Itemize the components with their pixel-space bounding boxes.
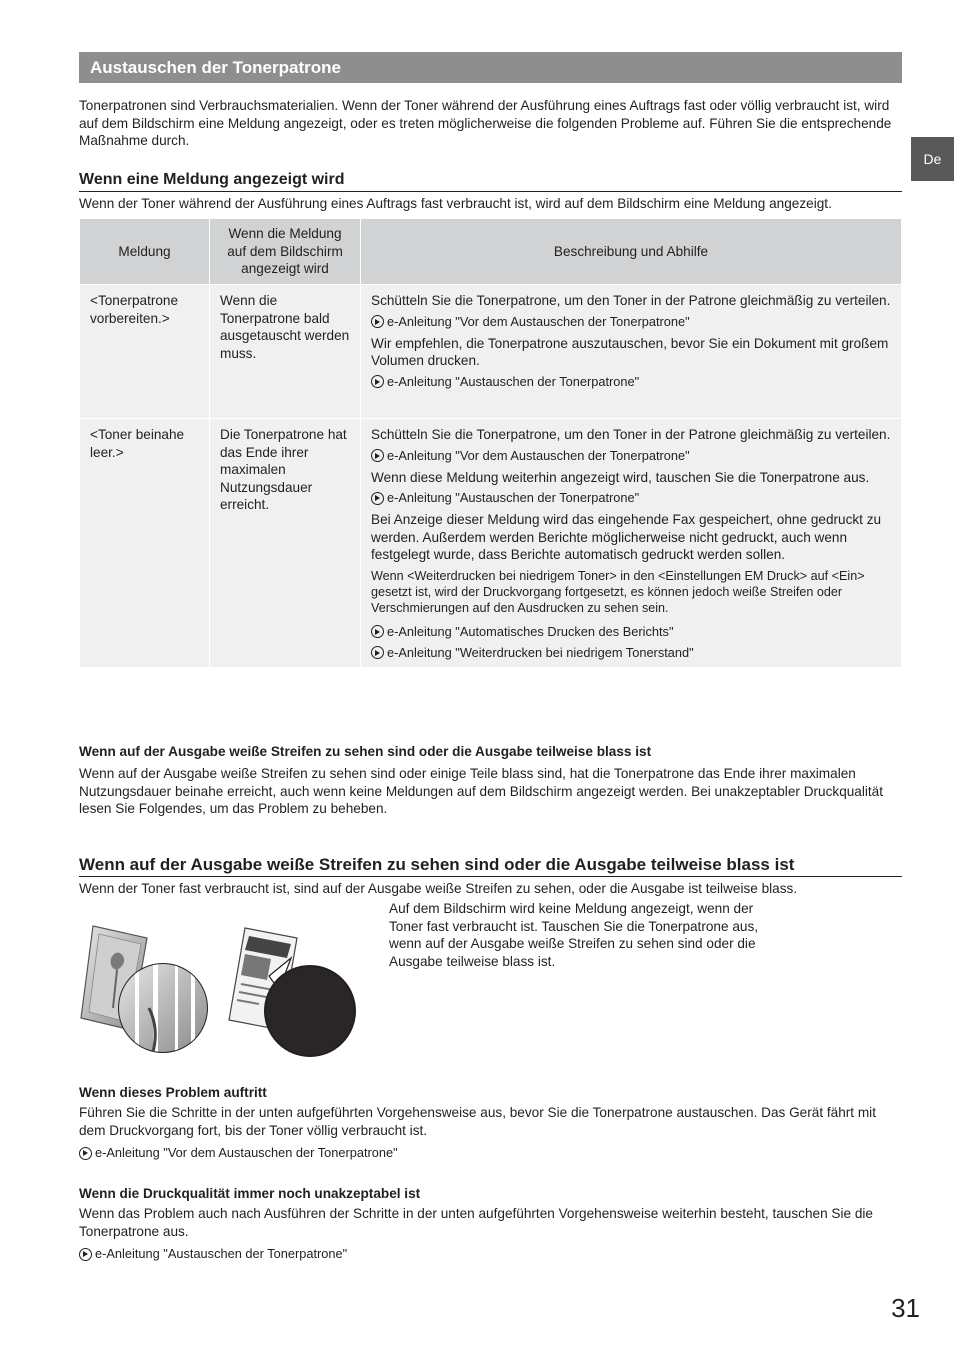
column-header-message: Meldung — [80, 219, 210, 285]
section-banner: Austauschen der Tonerpatrone — [79, 52, 902, 83]
faded-print-illustration — [79, 918, 369, 1058]
cell-description — [361, 285, 902, 419]
description-text: Wenn diese Meldung weiterhin angezeigt wird, tauschen Sie die Tonerpatrone aus. — [371, 469, 870, 485]
table-row — [80, 285, 902, 419]
cell-description — [361, 419, 902, 668]
section-heading-streaks: Wenn auf der Ausgabe weiße Streifen zu sehen sind oder die Ausgabe teilweise blass ist — [79, 854, 902, 877]
problem-paragraph: Führen Sie die Schritte in der unten aufgeführten Vorgehensweise aus, bevor Sie die Tonerpatrone austauschen. Das Gerät fährt mit dem Druckvorgang fort, bis der Toner völlig verbraucht ist. — [79, 1105, 876, 1138]
description-text: Schütteln Sie die Tonerpatrone, um den Toner in der Patrone gleichmäßig zu verteilen. — [371, 427, 891, 442]
page-number: 31 — [891, 1293, 920, 1323]
manual-reference[interactable] — [79, 1246, 347, 1262]
manual-reference[interactable] — [79, 1145, 398, 1161]
streaks-side-text: Auf dem Bildschirm wird keine Meldung angezeigt, wenn der Toner fast verbraucht ist. Tauschen Sie die Tonerpatrone aus, wenn auf der Ausgabe weiße Streifen zu sehen sind oder die Ausgabe teilweise blass ist. — [389, 901, 759, 969]
subheading-quality: Wenn die Druckqualität immer noch unakzeptabel ist — [79, 1186, 421, 1201]
reference-text: e-Anleitung "Vor dem Austauschen der Tonerpatrone" — [387, 447, 690, 463]
arrow-circle-icon — [371, 492, 384, 505]
message-text: <Toner beinahe leer.> — [90, 427, 185, 460]
arrow-circle-icon — [371, 646, 384, 659]
intro-paragraph: Tonerpatronen sind Verbrauchsmaterialien. Wenn der Toner während der Ausführung eines Auftrags fast oder völlig verbraucht ist, wird auf dem Bildschirm eine Meldung angezeigt, oder es treten möglicherweise die folgenden Probleme auf. Führen Sie die entsprechende Maßnahme durch. — [79, 98, 892, 148]
white-streaks-paragraph: Wenn auf der Ausgabe weiße Streifen zu sehen sind oder einige Teile blass sind, hat die Tonerpatrone das Ende ihrer maximalen Nutzungsdauer beinahe erreicht, auch wenn keine Meldungen auf dem Bildschirm angezeigt werden. Bei unakzeptabler Druckqualität lesen Sie Folgendes, um das Problem zu beheben. — [79, 766, 884, 816]
arrow-circle-icon — [371, 449, 384, 462]
cell-message — [80, 419, 210, 668]
arrow-circle-icon — [371, 375, 384, 388]
magnifier-dark — [265, 958, 355, 1056]
note-text: Wenn <Weiterdrucken bei niedrigem Toner> in den <Einstellungen EM Druck> auf <Ein> gesetzt ist, wird der Druckvorgang fortgesetzt, es können jedoch weiße Streifen oder Verschmierungen auf den Ausdrucken zu sehen sein. — [371, 568, 865, 615]
section-heading-message: Wenn eine Meldung angezeigt wird — [79, 170, 902, 192]
arrow-circle-icon — [371, 315, 384, 328]
magnifier-faded — [119, 964, 207, 1052]
manual-reference[interactable] — [371, 624, 891, 640]
description-text: Schütteln Sie die Tonerpatrone, um den Toner in der Patrone gleichmäßig zu verteilen. — [371, 293, 891, 308]
when-text: Die Tonerpatrone hat das Ende ihrer maximalen Nutzungsdauer erreicht. — [220, 427, 347, 512]
manual-reference[interactable] — [371, 374, 891, 390]
cell-when — [210, 419, 361, 668]
reference-text: e-Anleitung "Austauschen der Tonerpatrone" — [387, 490, 640, 505]
manual-reference[interactable] — [371, 645, 891, 661]
message-table — [79, 218, 902, 668]
subheading-problem: Wenn dieses Problem auftritt — [79, 1085, 267, 1100]
table-header-row — [80, 219, 902, 285]
column-header-when: Wenn die Meldung auf dem Bildschirm angezeigt wird — [210, 219, 361, 285]
table-row — [80, 419, 902, 668]
manual-reference[interactable] — [371, 448, 891, 464]
arrow-circle-icon — [79, 1147, 92, 1160]
reference-text: e-Anleitung "Automatisches Drucken des Berichts" — [387, 623, 674, 639]
arrow-circle-icon — [79, 1248, 92, 1261]
language-tab: De — [911, 137, 954, 181]
when-text: Wenn die Tonerpatrone bald ausgetauscht werden muss. — [220, 293, 350, 361]
column-header-description: Beschreibung und Abhilfe — [361, 219, 902, 285]
cell-when — [210, 285, 361, 419]
reference-text: e-Anleitung "Weiterdrucken bei niedrigem Tonerstand" — [387, 644, 694, 660]
manual-reference[interactable] — [371, 314, 891, 330]
subheading-white-streaks: Wenn auf der Ausgabe weiße Streifen zu sehen sind oder die Ausgabe teilweise blass ist — [79, 744, 652, 759]
cell-message — [80, 285, 210, 419]
reference-text: e-Anleitung "Vor dem Austauschen der Tonerpatrone" — [387, 313, 690, 329]
section-intro-message: Wenn der Toner während der Ausführung eines Auftrags fast verbraucht ist, wird auf dem Bildschirm eine Meldung angezeigt. — [79, 196, 832, 211]
arrow-circle-icon — [371, 625, 384, 638]
reference-text: e-Anleitung "Austauschen der Tonerpatrone" — [387, 373, 640, 389]
message-text: <Tonerpatrone vorbereiten.> — [90, 293, 179, 326]
reference-text: e-Anleitung "Vor dem Austauschen der Tonerpatrone" — [95, 1145, 398, 1160]
section-intro-streaks: Wenn der Toner fast verbraucht ist, sind auf der Ausgabe weiße Streifen zu sehen, oder die Ausgabe ist teilweise blass. — [79, 881, 798, 896]
quality-paragraph: Wenn das Problem auch nach Ausführen der Schritte in der unten aufgeführten Vorgehensweise weiterhin besteht, tauschen Sie die Tonerpatrone aus. — [79, 1206, 873, 1239]
description-text: Bei Anzeige dieser Meldung wird das eingehende Fax gespeichert, ohne gedruckt zu werden. Außerdem werden Berichte möglicherweise nicht gedruckt, auch wenn festgelegt wurde, dass Berichte automatisch gedruckt werden sollen. — [371, 512, 882, 562]
manual-reference[interactable] — [371, 490, 891, 506]
reference-text: e-Anleitung "Austauschen der Tonerpatrone" — [95, 1246, 348, 1261]
description-text: Wir empfehlen, die Tonerpatrone auszutauschen, bevor Sie ein Dokument mit großem Volumen drucken. — [371, 335, 889, 368]
